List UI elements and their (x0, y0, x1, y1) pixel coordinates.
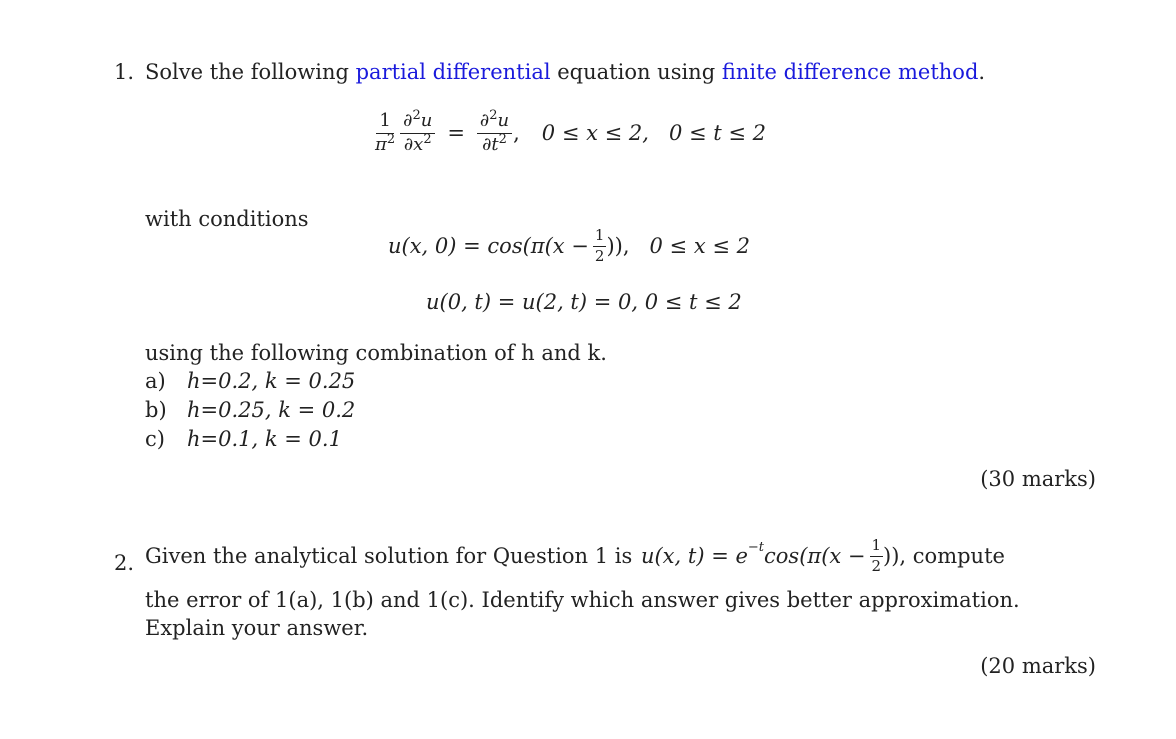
option-c-text: h=0.1, k = 0.1 (187, 427, 342, 451)
pde-lhs-derivative: $\frac{\partial^2u}{\partial x^2}$ (400, 112, 435, 155)
q2-line-3: Explain your answer. (145, 616, 369, 640)
q2-line1-tail: compute (906, 544, 1005, 569)
q2-line-2: the error of 1(a), 1(b) and 1(c). Identify which answer gives better approximation. (145, 588, 1020, 612)
ic-domain: 0 ≤ x ≤ 2 (649, 234, 750, 259)
option-a (145, 369, 355, 393)
option-a-label: a) (145, 369, 166, 393)
option-b-label: b) (145, 398, 167, 422)
link-partial-differential[interactable]: partial differential (355, 60, 551, 84)
q2-solution-end: )), (883, 544, 907, 569)
q2-line-1: Given the analytical solution for Question 1 is u(x, t) = e $^{-t}$ cos(π(x − $\frac{1}{2}$ )), compute (145, 536, 1005, 575)
pde-rhs-derivative: $\frac{\partial^2u}{\partial t^2}$ (477, 112, 512, 155)
q2-marks: (20 marks) (980, 654, 1096, 678)
q2-line1-text: Given the analytical solution for Question 1 is (145, 544, 639, 569)
link-finite-difference-method[interactable]: finite difference method (721, 60, 979, 84)
ic-rhs: )), (606, 234, 630, 259)
q1-intro (145, 60, 985, 84)
option-a-text: h=0.2, k = 0.25 (187, 369, 356, 393)
q2-solution-mid: cos(π(x − (764, 544, 866, 569)
q2-solution-lhs: u(x, t) = e (640, 544, 748, 569)
q2-half-fraction: $\frac{1}{2}$ (871, 536, 882, 575)
ic-lhs: u(x, 0) = cos(π(x − (388, 234, 589, 259)
option-c (145, 427, 342, 451)
pde-lhs-coefficient: $\frac{1}{\pi^2}$ (375, 110, 396, 155)
option-b-text: h=0.25, k = 0.2 (187, 398, 356, 422)
q1-intro-text-3: . (978, 60, 986, 84)
q1-intro-text-1: Solve the following (145, 60, 356, 84)
initial-condition (388, 228, 750, 265)
pde-equation: $\frac{1}{\pi^2}$ $\frac{\partial^2u}{\partial x^2}$ = $\frac{\partial^2u}{\partial t^2}$ , 0 ≤ x ≤ 2, 0 ≤ t ≤ 2 (372, 112, 766, 155)
option-b (145, 398, 355, 422)
q1-intro-text-2: equation using (550, 60, 722, 84)
boundary-condition: u(0, t) = u(2, t) = 0, 0 ≤ t ≤ 2 (426, 290, 742, 314)
combination-intro: using the following combination of h and k. (145, 341, 607, 365)
ic-half-fraction: $\frac{1}{2}$ (594, 226, 605, 265)
q1-marks: (30 marks) (980, 467, 1096, 491)
q1-number: 1. (114, 60, 135, 84)
q2-number: 2. (114, 551, 135, 575)
with-conditions-label: with conditions (145, 207, 309, 231)
pde-domain: 0 ≤ x ≤ 2, 0 ≤ t ≤ 2 (541, 121, 767, 146)
option-c-label: c) (145, 427, 165, 451)
